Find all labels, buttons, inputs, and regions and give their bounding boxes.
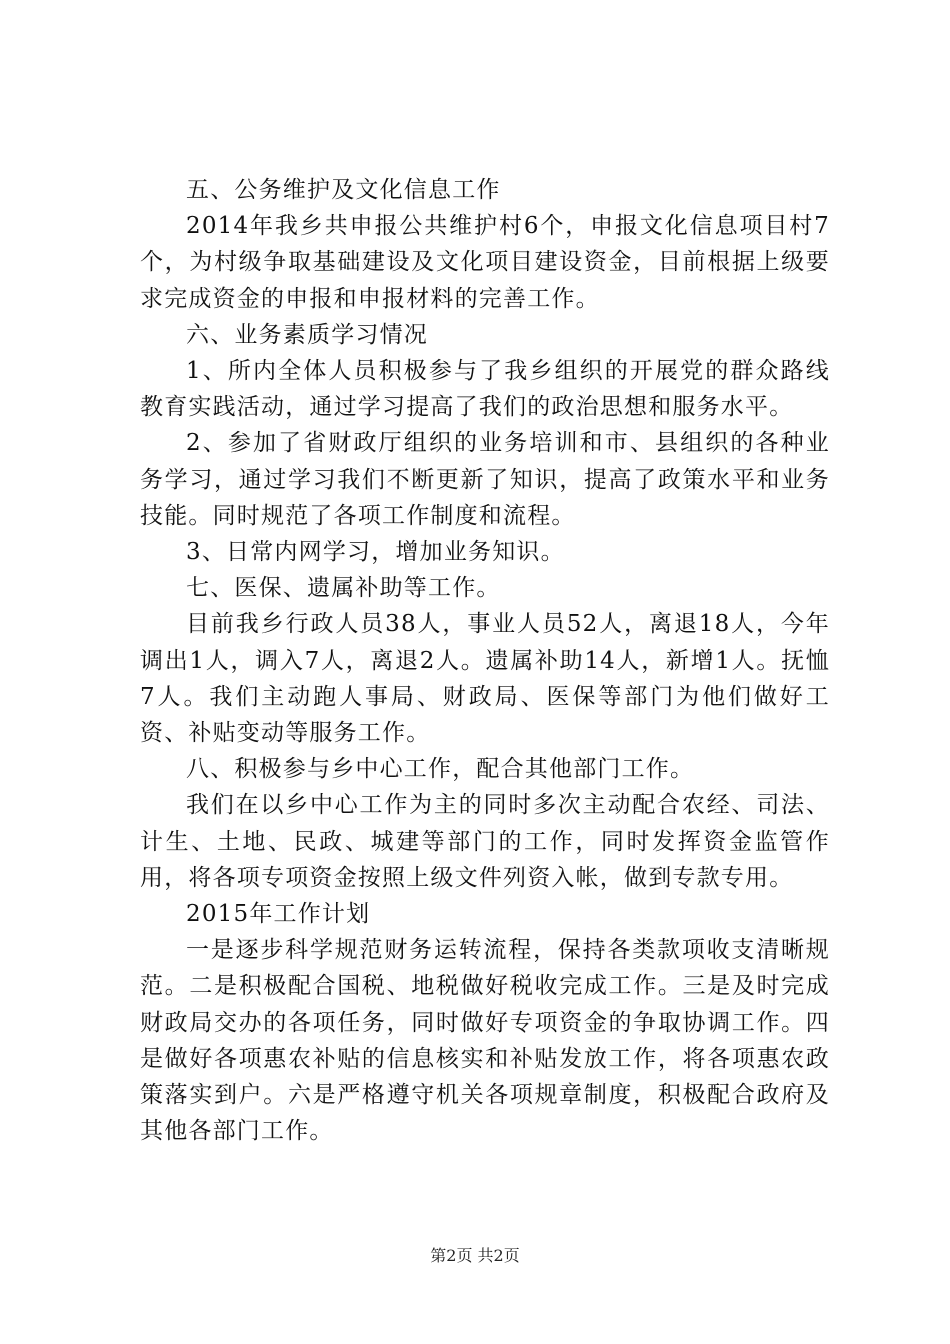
section-heading-6: 六、业务素质学习情况 <box>186 321 428 348</box>
paragraph: 3、日常内网学习，增加业务知识。 <box>186 539 565 566</box>
paragraph: 目前我乡行政人员38人，事业人员52人，离退18人，今年调出1人，调入7人，离退2人。遗属补助14人，新增1人。抚恤7人。我们主动跑人事局、财政局、医保等部门为他们做好工资、补贴变动等服务工作。 <box>140 611 830 747</box>
paragraph: 2014年我乡共申报公共维护村6个，申报文化信息项目村7个，为村级争取基础建设及文化项目建设资金，目前根据上级要求完成资金的申报和申报材料的完善工作。 <box>140 213 830 312</box>
paragraph: 一是逐步科学规范财务运转流程，保持各类款项收支清晰规范。二是积极配合国税、地税做好税收完成工作。三是及时完成财政局交办的各项任务，同时做好专项资金的争取协调工作。四是做好各项惠农补贴的信息核实和补贴发放工作，将各项惠农政策落实到户。六是严格遵守机关各项规章制度，积极配合政府及其他各部门工作。 <box>140 937 830 1145</box>
section-heading-8: 八、积极参与乡中心工作，配合其他部门工作。 <box>186 756 695 783</box>
section-heading-5: 五、公务维护及文化信息工作 <box>186 177 501 203</box>
paragraph: 2、参加了省财政厅组织的业务培训和市、县组织的各种业务学习，通过学习我们不断更新了知识，提高了政策水平和业务技能。同时规范了各项工作制度和流程。 <box>140 430 830 529</box>
section-heading-7: 七、医保、遗属补助等工作。 <box>186 575 501 602</box>
page-number-footer: 第2页 共2页 <box>430 1246 520 1265</box>
paragraph: 我们在以乡中心工作为主的同时多次主动配合农经、司法、计生、土地、民政、城建等部门的工作，同时发挥资金监管作用，将各项专项资金按照上级文件列资入帐，做到专款专用。 <box>140 792 830 891</box>
paragraph: 1、所内全体人员积极参与了我乡组织的开展党的群众路线教育实践活动，通过学习提高了我们的政治思想和服务水平。 <box>140 358 830 421</box>
plan-heading: 2015年工作计划 <box>186 901 371 928</box>
document-body <box>140 172 830 1149</box>
